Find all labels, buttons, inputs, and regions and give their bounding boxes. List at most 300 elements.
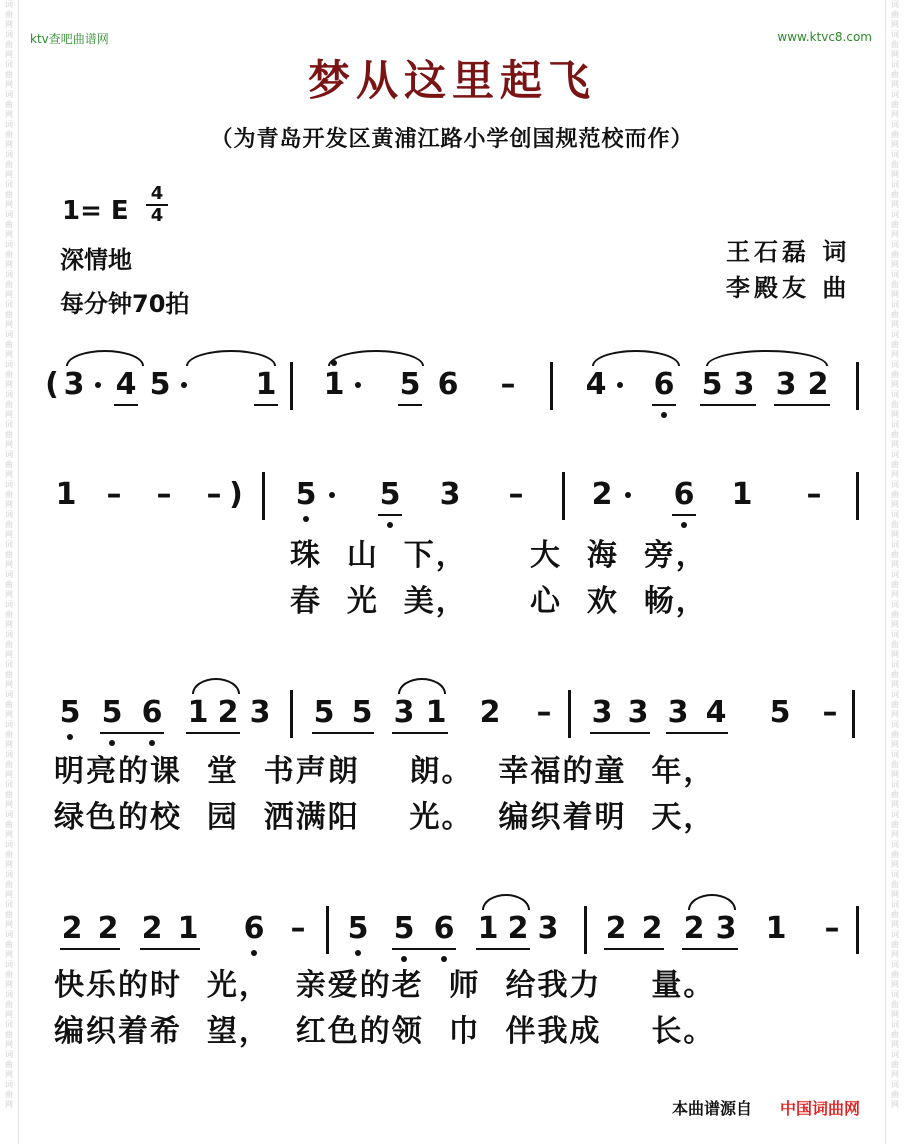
strip-char: 词	[5, 1080, 13, 1089]
bar-line	[856, 906, 859, 954]
note: 1	[255, 367, 277, 402]
strip-char: 词	[5, 300, 13, 309]
strip-char: 网	[891, 200, 899, 209]
strip-char: 曲	[5, 520, 13, 529]
strip-char: 曲	[5, 490, 13, 499]
strip-char: 曲	[891, 70, 899, 79]
strip-char: 词	[5, 450, 13, 459]
note: 5	[101, 695, 123, 730]
octave-dot-low	[661, 412, 667, 418]
strip-char: 曲	[891, 40, 899, 49]
strip-char: 词	[891, 0, 899, 9]
note: 2	[683, 911, 705, 946]
octave-dot-low	[387, 522, 393, 528]
strip-char: 曲	[891, 820, 899, 829]
strip-char: 网	[891, 260, 899, 269]
strip-char: 曲	[891, 340, 899, 349]
mood-marking: 深情地	[60, 246, 132, 274]
strip-char: 曲	[891, 550, 899, 559]
slur-tie	[186, 350, 276, 366]
strip-char: 网	[5, 500, 13, 509]
strip-char: 网	[5, 50, 13, 59]
bar-line	[584, 906, 587, 954]
note: 3	[627, 695, 649, 730]
strip-char: 曲	[5, 1000, 13, 1009]
underline-beam	[312, 732, 374, 734]
note: 6	[653, 367, 675, 402]
strip-char: 网	[891, 560, 899, 569]
strip-char: 网	[891, 440, 899, 449]
strip-char: 网	[891, 50, 899, 59]
strip-char: 词	[5, 870, 13, 879]
strip-char: 网	[5, 290, 13, 299]
strip-char: 网	[5, 260, 13, 269]
note: 2	[479, 695, 501, 730]
strip-char: 曲	[891, 190, 899, 199]
strip-char: 网	[5, 170, 13, 179]
strip-char: 词	[5, 690, 13, 699]
strip-char: 词	[891, 1050, 899, 1059]
strip-char: 曲	[891, 130, 899, 139]
note: (	[45, 367, 59, 402]
strip-char: 曲	[5, 700, 13, 709]
strip-char: 曲	[5, 160, 13, 169]
octave-dot-low	[67, 734, 73, 740]
note: 1	[765, 911, 787, 946]
strip-char: 曲	[891, 220, 899, 229]
strip-char: 曲	[891, 640, 899, 649]
strip-char: 曲	[5, 910, 13, 919]
bar-line	[856, 362, 859, 410]
strip-char: 词	[5, 390, 13, 399]
augmentation-dot	[329, 492, 335, 498]
bar-line	[290, 362, 293, 410]
strip-char: 词	[5, 360, 13, 369]
note: 3	[439, 477, 461, 512]
strip-char: 网	[5, 680, 13, 689]
note: 3	[249, 695, 271, 730]
strip-char: 词	[5, 510, 13, 519]
strip-char: 网	[5, 1070, 13, 1079]
strip-char: 网	[5, 1040, 13, 1049]
underline-beam	[60, 948, 120, 950]
strip-char: 网	[891, 1070, 899, 1079]
bar-line	[856, 472, 859, 520]
strip-char: 曲	[891, 520, 899, 529]
augmentation-dot	[625, 492, 631, 498]
note: 2	[605, 911, 627, 946]
strip-char: 曲	[5, 310, 13, 319]
strip-char: 曲	[891, 880, 899, 889]
strip-char: 曲	[891, 250, 899, 259]
strip-char: 网	[891, 140, 899, 149]
strip-char: 词	[891, 1080, 899, 1089]
strip-char: 网	[891, 170, 899, 179]
note: –	[290, 911, 306, 946]
note: 5	[347, 911, 369, 946]
note: 1	[731, 477, 753, 512]
watermark-left: ktv查吧曲谱网	[30, 32, 109, 46]
strip-char: 曲	[891, 790, 899, 799]
strip-char: 网	[5, 650, 13, 659]
time-sig-top: 4	[146, 184, 168, 206]
strip-char: 网	[891, 980, 899, 989]
strip-char: 网	[5, 980, 13, 989]
note: 5	[379, 477, 401, 512]
note: 6	[433, 911, 455, 946]
strip-char: 词	[891, 300, 899, 309]
strip-char: 曲	[5, 730, 13, 739]
strip-char: 网	[5, 230, 13, 239]
strip-char: 网	[891, 890, 899, 899]
slur-tie	[66, 350, 144, 366]
lyrics-row3-verse2: 绿色的校 园 洒满阳 光。 编织着明 天，	[54, 800, 716, 835]
note: 5	[399, 367, 421, 402]
strip-char: 词	[891, 1020, 899, 1029]
strip-char: 网	[891, 20, 899, 29]
note: 1	[323, 367, 345, 402]
strip-char: 词	[891, 810, 899, 819]
strip-char: 词	[5, 630, 13, 639]
strip-char: 词	[5, 480, 13, 489]
strip-char: 词	[5, 780, 13, 789]
left-watermark-strip	[0, 0, 19, 1144]
bar-line	[852, 690, 855, 738]
strip-char: 曲	[891, 460, 899, 469]
strip-char: 曲	[5, 280, 13, 289]
underline-beam	[254, 404, 278, 406]
strip-char: 词	[5, 600, 13, 609]
note: 4	[705, 695, 727, 730]
strip-char: 词	[5, 720, 13, 729]
strip-char: 词	[891, 600, 899, 609]
strip-char: 网	[891, 860, 899, 869]
strip-char: 网	[5, 470, 13, 479]
bar-line	[550, 362, 553, 410]
strip-char: 词	[891, 180, 899, 189]
note: 5	[149, 367, 171, 402]
octave-dot-low	[109, 740, 115, 746]
underline-beam	[378, 514, 402, 516]
strip-char: 曲	[5, 670, 13, 679]
strip-char: 词	[891, 840, 899, 849]
strip-char: 词	[891, 60, 899, 69]
strip-char: 曲	[891, 100, 899, 109]
note: 3	[733, 367, 755, 402]
strip-char: 曲	[5, 820, 13, 829]
strip-char: 网	[891, 590, 899, 599]
strip-char: 网	[891, 290, 899, 299]
underline-beam	[392, 948, 456, 950]
strip-char: 词	[5, 930, 13, 939]
strip-char: 曲	[5, 760, 13, 769]
strip-char: 词	[891, 30, 899, 39]
note: 5	[769, 695, 791, 730]
slur-tie	[328, 350, 424, 366]
strip-char: 网	[5, 440, 13, 449]
note: –	[536, 695, 552, 730]
strip-char: 网	[891, 800, 899, 809]
strip-char: 曲	[891, 370, 899, 379]
strip-char: 词	[5, 570, 13, 579]
strip-char: 网	[891, 350, 899, 359]
underline-beam	[398, 404, 422, 406]
augmentation-dot	[355, 382, 361, 388]
underline-beam	[774, 404, 830, 406]
strip-char: 网	[5, 560, 13, 569]
strip-char: 网	[5, 950, 13, 959]
time-signature	[146, 184, 168, 226]
note: 2	[641, 911, 663, 946]
octave-dot-low	[303, 516, 309, 522]
strip-char: 曲	[5, 790, 13, 799]
note: 5	[59, 695, 81, 730]
strip-char: 词	[5, 60, 13, 69]
strip-char: 曲	[891, 700, 899, 709]
strip-char: 网	[891, 320, 899, 329]
strip-char: 曲	[891, 670, 899, 679]
underline-beam	[652, 404, 676, 406]
strip-char: 曲	[5, 550, 13, 559]
strip-char: 词	[5, 180, 13, 189]
strip-char: 词	[5, 540, 13, 549]
strip-char: 曲	[5, 10, 13, 19]
note: –	[500, 367, 516, 402]
note: 2	[591, 477, 613, 512]
strip-char: 词	[891, 540, 899, 549]
strip-char: 词	[891, 210, 899, 219]
strip-char: 网	[891, 470, 899, 479]
strip-char: 网	[891, 380, 899, 389]
note: 2	[97, 911, 119, 946]
strip-char: 词	[891, 900, 899, 909]
strip-char: 词	[891, 240, 899, 249]
strip-char: 词	[891, 150, 899, 159]
strip-char: 曲	[5, 880, 13, 889]
strip-char: 网	[891, 920, 899, 929]
strip-char: 曲	[5, 1060, 13, 1069]
strip-char: 词	[891, 120, 899, 129]
strip-char: 词	[891, 270, 899, 279]
strip-char: 词	[5, 840, 13, 849]
slur-tie	[192, 678, 240, 694]
strip-char: 词	[5, 270, 13, 279]
strip-char: 曲	[891, 1060, 899, 1069]
strip-char: 词	[5, 990, 13, 999]
note: –	[156, 477, 172, 512]
strip-char: 网	[891, 500, 899, 509]
strip-char: 网	[5, 80, 13, 89]
note: 1	[477, 911, 499, 946]
strip-char: 词	[5, 210, 13, 219]
strip-char: 词	[5, 810, 13, 819]
strip-char: 曲	[891, 850, 899, 859]
strip-char: 网	[5, 770, 13, 779]
strip-char: 曲	[5, 1090, 13, 1099]
bar-line	[262, 472, 265, 520]
strip-char: 词	[5, 330, 13, 339]
strip-char: 词	[891, 480, 899, 489]
note: –	[508, 477, 524, 512]
bar-line	[568, 690, 571, 738]
underline-beam	[186, 732, 240, 734]
note: )	[229, 477, 243, 512]
lyrics-row2-verse1: 珠 山 下， 大 海 旁，	[290, 538, 708, 573]
note: 3	[537, 911, 559, 946]
strip-char: 曲	[5, 40, 13, 49]
strip-char: 网	[891, 710, 899, 719]
strip-char: 词	[891, 690, 899, 699]
underline-beam	[672, 514, 696, 516]
underline-beam	[140, 948, 200, 950]
strip-char: 词	[891, 570, 899, 579]
note: 1	[177, 911, 199, 946]
composer-credit: 李殿友 曲	[726, 273, 851, 302]
strip-char: 网	[891, 770, 899, 779]
strip-char: 曲	[5, 580, 13, 589]
note: 6	[437, 367, 459, 402]
strip-char: 网	[5, 920, 13, 929]
strip-char: 词	[891, 750, 899, 759]
strip-char: 词	[5, 960, 13, 969]
strip-char: 词	[5, 900, 13, 909]
strip-char: 词	[891, 420, 899, 429]
lyrics-row4-verse2: 编织着希 望， 红色的领 巾 伴我成 长。	[54, 1014, 716, 1049]
octave-dot-low	[251, 950, 257, 956]
strip-char: 网	[5, 1010, 13, 1019]
key-signature: 1= E	[62, 196, 129, 226]
strip-char: 曲	[891, 280, 899, 289]
octave-dot-low	[401, 956, 407, 962]
watermark-right: www.ktvc8.com	[777, 30, 872, 44]
slur-tie	[482, 894, 530, 910]
note: 3	[393, 695, 415, 730]
note: 3	[667, 695, 689, 730]
underline-beam	[700, 404, 756, 406]
note: 3	[591, 695, 613, 730]
underline-beam	[604, 948, 664, 950]
octave-dot-low	[681, 522, 687, 528]
strip-char: 词	[5, 420, 13, 429]
strip-char: 曲	[891, 1090, 899, 1099]
note: 2	[61, 911, 83, 946]
strip-char: 网	[891, 740, 899, 749]
strip-char: 词	[891, 720, 899, 729]
strip-char: 词	[891, 990, 899, 999]
strip-char: 曲	[891, 400, 899, 409]
strip-char: 词	[5, 30, 13, 39]
note: 2	[807, 367, 829, 402]
strip-char: 曲	[891, 760, 899, 769]
strip-char: 曲	[5, 970, 13, 979]
underline-beam	[590, 732, 650, 734]
strip-char: 词	[5, 1050, 13, 1059]
underline-beam	[666, 732, 728, 734]
strip-char: 曲	[5, 340, 13, 349]
strip-char: 网	[891, 620, 899, 629]
strip-char: 曲	[5, 370, 13, 379]
strip-char: 曲	[891, 940, 899, 949]
note: 5	[313, 695, 335, 730]
octave-dot-low	[441, 956, 447, 962]
strip-char: 词	[5, 240, 13, 249]
strip-char: 网	[891, 1100, 899, 1109]
augmentation-dot	[617, 382, 623, 388]
strip-char: 网	[5, 140, 13, 149]
strip-char: 曲	[891, 610, 899, 619]
strip-char: 网	[5, 590, 13, 599]
strip-char: 曲	[891, 1030, 899, 1039]
note: 6	[243, 911, 265, 946]
strip-char: 曲	[5, 430, 13, 439]
strip-char: 曲	[891, 910, 899, 919]
note: 3	[775, 367, 797, 402]
strip-char: 曲	[5, 640, 13, 649]
strip-char: 网	[5, 890, 13, 899]
note: –	[806, 477, 822, 512]
strip-char: 网	[5, 530, 13, 539]
song-subtitle: （为青岛开发区黄浦江路小学创国规范校而作）	[210, 126, 694, 152]
underline-beam	[114, 404, 138, 406]
strip-char: 词	[5, 120, 13, 129]
strip-char: 网	[5, 740, 13, 749]
strip-char: 词	[891, 90, 899, 99]
strip-char: 网	[5, 1100, 13, 1109]
note: 5	[701, 367, 723, 402]
strip-char: 词	[5, 0, 13, 9]
strip-char: 曲	[891, 10, 899, 19]
slur-tie	[398, 678, 446, 694]
strip-char: 网	[5, 320, 13, 329]
note: 5	[295, 477, 317, 512]
strip-char: 网	[891, 410, 899, 419]
augmentation-dot	[181, 382, 187, 388]
slur-tie	[592, 350, 680, 366]
note: 2	[217, 695, 239, 730]
strip-char: 词	[5, 750, 13, 759]
underline-beam	[682, 948, 738, 950]
strip-char: 网	[891, 680, 899, 689]
strip-char: 网	[5, 110, 13, 119]
note: 6	[141, 695, 163, 730]
strip-char: 曲	[891, 580, 899, 589]
strip-char: 曲	[891, 430, 899, 439]
note: 1	[187, 695, 209, 730]
strip-char: 词	[891, 390, 899, 399]
note: –	[106, 477, 122, 512]
strip-char: 曲	[5, 850, 13, 859]
strip-char: 曲	[5, 250, 13, 259]
strip-char: 网	[891, 110, 899, 119]
note: –	[822, 695, 838, 730]
note: 5	[393, 911, 415, 946]
strip-char: 词	[891, 930, 899, 939]
underline-beam	[100, 732, 164, 734]
strip-char: 词	[5, 660, 13, 669]
strip-char: 网	[5, 350, 13, 359]
lyrics-row2-verse2: 春 光 美， 心 欢 畅，	[290, 584, 708, 619]
strip-char: 词	[5, 150, 13, 159]
lyricist-credit: 王石磊 词	[726, 237, 851, 266]
note: 1	[55, 477, 77, 512]
strip-char: 曲	[5, 940, 13, 949]
footer-site-link[interactable]: 中国词曲网	[780, 1099, 861, 1118]
underline-beam	[476, 948, 530, 950]
strip-char: 曲	[891, 730, 899, 739]
strip-char: 曲	[5, 70, 13, 79]
strip-char: 曲	[5, 190, 13, 199]
footer-source-label: 本曲谱源自	[672, 1099, 753, 1118]
